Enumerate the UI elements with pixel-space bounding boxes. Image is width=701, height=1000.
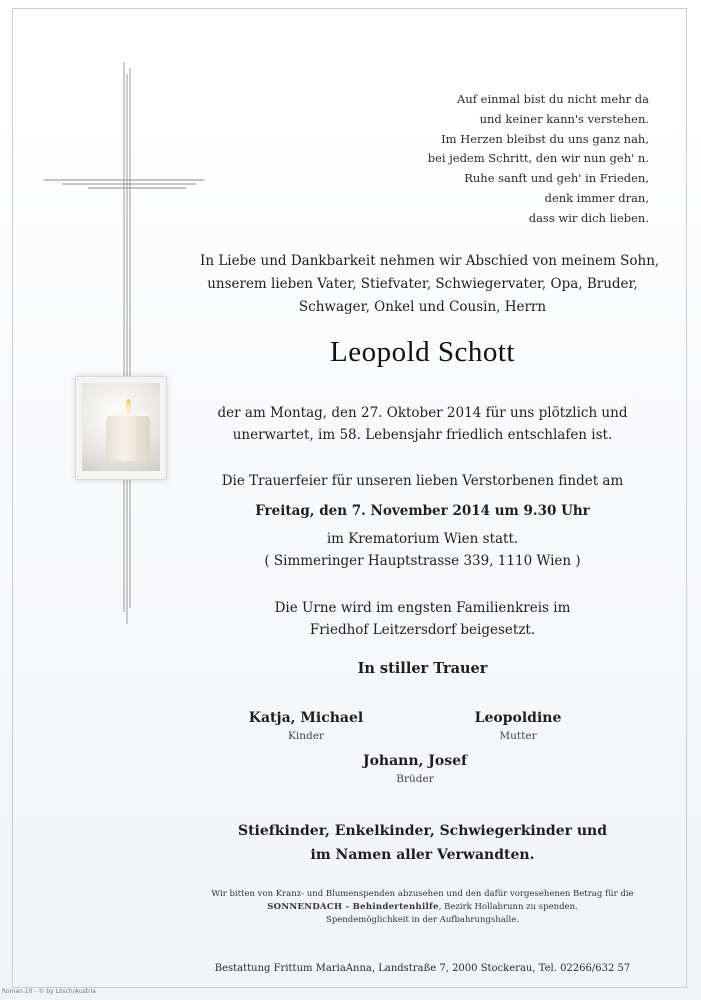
donation-note [200, 888, 645, 927]
ceremony-intro: Die Trauerfeier für unseren lieben Verstorbenen findet am [221, 473, 624, 489]
poem-line: denk immer dran, [544, 190, 649, 205]
poem-line: dass wir dich lieben. [528, 210, 649, 225]
mourner-name: Katja, Michael [248, 710, 364, 726]
poem-line: Auf einmal bist du nicht mehr da [457, 92, 649, 106]
urn-line: Die Urne wird im engsten Familienkreis im [274, 600, 571, 616]
ceremony-date-time: Freitag, den 7. November 2014 um 9.30 Uhr [255, 503, 590, 519]
mourner-role: Mutter [499, 730, 537, 742]
death-notice [200, 402, 645, 446]
donation-line: Wir bitten von Kranz- und Blumenspenden abzusehen und den dafür vorgesehenen Betrag für die [211, 889, 634, 899]
family-line: im Namen aller Verwandten. [310, 847, 535, 863]
mourner-name: Leopoldine [474, 710, 562, 726]
intro-line: unserem lieben Vater, Stiefvater, Schwiegervater, Opa, Bruder, [207, 276, 638, 292]
mourner-role: Kinder [288, 730, 324, 742]
poem-line: Im Herzen bleibst du uns ganz nah, [441, 131, 649, 146]
mourner-mother [458, 710, 578, 742]
mourning-heading: In stiller Trauer [357, 660, 488, 677]
poem [349, 90, 649, 229]
donation-line [200, 901, 645, 914]
flame-icon [126, 399, 131, 413]
death-notice-line: unerwartet, im 58. Lebensjahr friedlich entschlafen ist. [232, 427, 613, 443]
funeral-home-footer: Bestattung Frittum MariaAnna, Landstraße 7, 2000 Stockerau, Tel. 02266/632 57 [214, 963, 631, 974]
urn-notice [200, 597, 645, 641]
extended-family [200, 819, 645, 867]
death-notice-line: der am Montag, den 27. Oktober 2014 für uns plötzlich und [217, 405, 628, 421]
mourner-role: Brüder [396, 773, 434, 785]
ceremony-info [200, 470, 645, 572]
family-line: Stiefkinder, Enkelkinder, Schwiegerkinder und [237, 823, 608, 839]
intro-line: Schwager, Onkel und Cousin, Herrn [298, 299, 547, 315]
deceased-name: Leopold Schott [329, 336, 515, 368]
mourner-children [246, 710, 366, 742]
ceremony-address: ( Simmeringer Hauptstrasse 339, 1110 Wien ) [264, 553, 581, 569]
intro-line: In Liebe und Dankbarkeit nehmen wir Abschied von meinem Sohn, [200, 253, 660, 269]
donation-line: Spendemöglichkeit in der Aufbahrungshalle. [326, 915, 519, 925]
print-credit: Roman 10 - © by Lösch/Austria [2, 988, 96, 995]
poem-line: und keiner kann's verstehen. [479, 111, 649, 126]
intro-text [200, 250, 660, 319]
mourner-brothers [355, 753, 475, 785]
candle-image [75, 376, 167, 480]
mourner-name: Johann, Josef [362, 753, 468, 769]
poem-line: Ruhe sanft und geh' in Frieden, [464, 171, 649, 186]
ceremony-location: im Krematorium Wien statt. [326, 531, 519, 547]
charity-name: SONNENDACH - Behindertenhilfe [267, 902, 439, 912]
urn-line: Friedhof Leitzersdorf beigesetzt. [309, 622, 536, 638]
donation-line-rest: , Bezirk Hollabrunn zu spenden. [438, 902, 578, 912]
poem-line: bei jedem Schritt, den wir nun geh' n. [427, 151, 649, 166]
